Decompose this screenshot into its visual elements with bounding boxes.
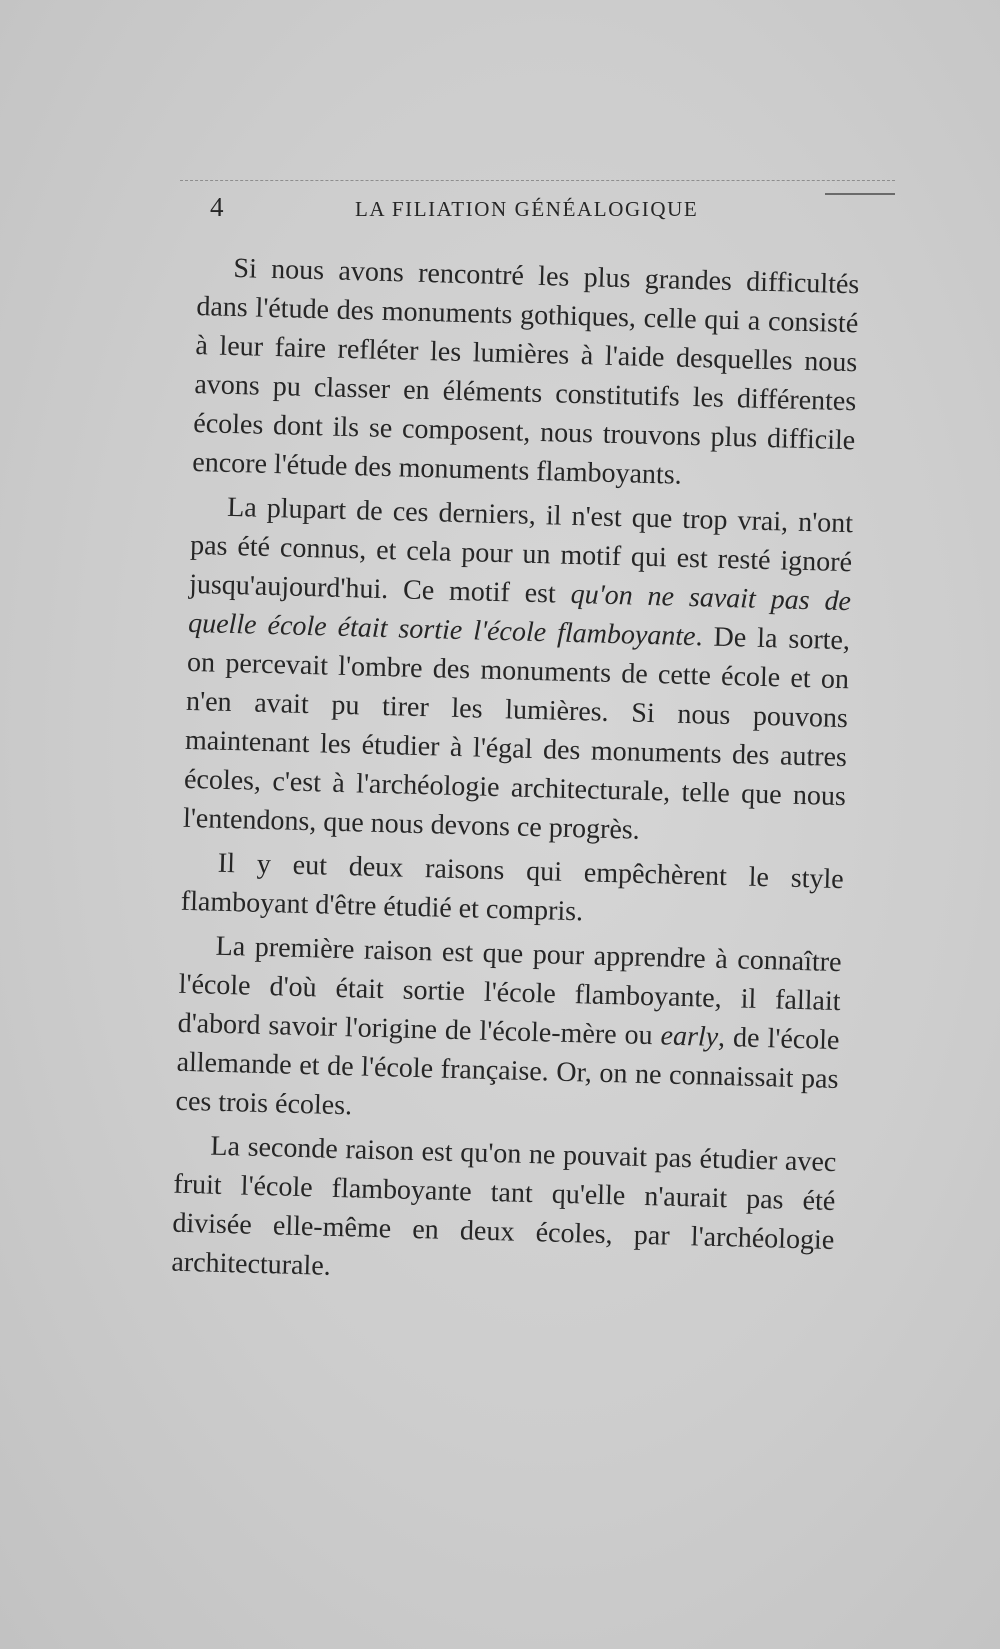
paragraph-2-text-after: . De la sorte, on percevait l'ombre des monuments de cette école et on n'en avait pu tirer les lumières. Si nous pouvons maintenant les étudier à l'égal des monuments des autres écoles, c'est à l'archéologie architecturale, telle que nous l'entendons, que nous devons ce progrès. <box>182 621 851 846</box>
body-text <box>171 248 860 1304</box>
paragraph-4-italic-text: early <box>660 1020 719 1053</box>
paragraph-2 <box>183 487 854 855</box>
header-rule-accent <box>825 193 895 195</box>
header-rule <box>180 180 895 181</box>
paragraph-1: Si nous avons rencontré les plus grandes difficultés dans l'étude des monuments gothiques, celle qui a consisté à leur faire refléter les lumières à l'aide desquelles nous avons pu classer en éléments constitutifs les différentes écoles dont ils se composent, nous trouvons plus difficile encore l'étude des monuments flamboyants. <box>191 252 860 491</box>
page-number: 4 <box>210 192 224 222</box>
paragraph-3: Il y eut deux raisons qui empêchèrent le style flamboyant d'être étudié et compris. <box>180 847 845 928</box>
paragraph-4-text-after: , de l'école allemande et de l'école française. Or, on ne connaissait pas ces trois écoles. <box>175 1021 840 1122</box>
paragraph-4-text-before: La première raison est que pour apprendre à connaître l'école d'où était sortie l'école flamboyante, il fallait d'abord savoir l'origine de l'école-mère ou <box>177 930 842 1052</box>
paragraph-4 <box>175 926 842 1138</box>
paragraph-2-italic-text: qu'on ne savait pas de quelle école était sortie l'école flamboyante <box>187 578 852 653</box>
running-title: LA FILIATION GÉNÉALOGIQUE <box>355 197 699 221</box>
paragraph-2-text-before: La plupart de ces derniers, il n'est que trop vrai, n'ont pas été connus, et cela pour un motif qui est resté ignoré jusqu'aujourd'hui. Ce motif est <box>188 491 854 610</box>
running-head <box>210 190 730 230</box>
paragraph-5: La seconde raison est qu'on ne pouvait pas étudier avec fruit l'école flamboyante tant qu'elle n'aurait pas été divisée elle-même en deux écoles, par l'archéologie architecturale. <box>171 1130 837 1282</box>
